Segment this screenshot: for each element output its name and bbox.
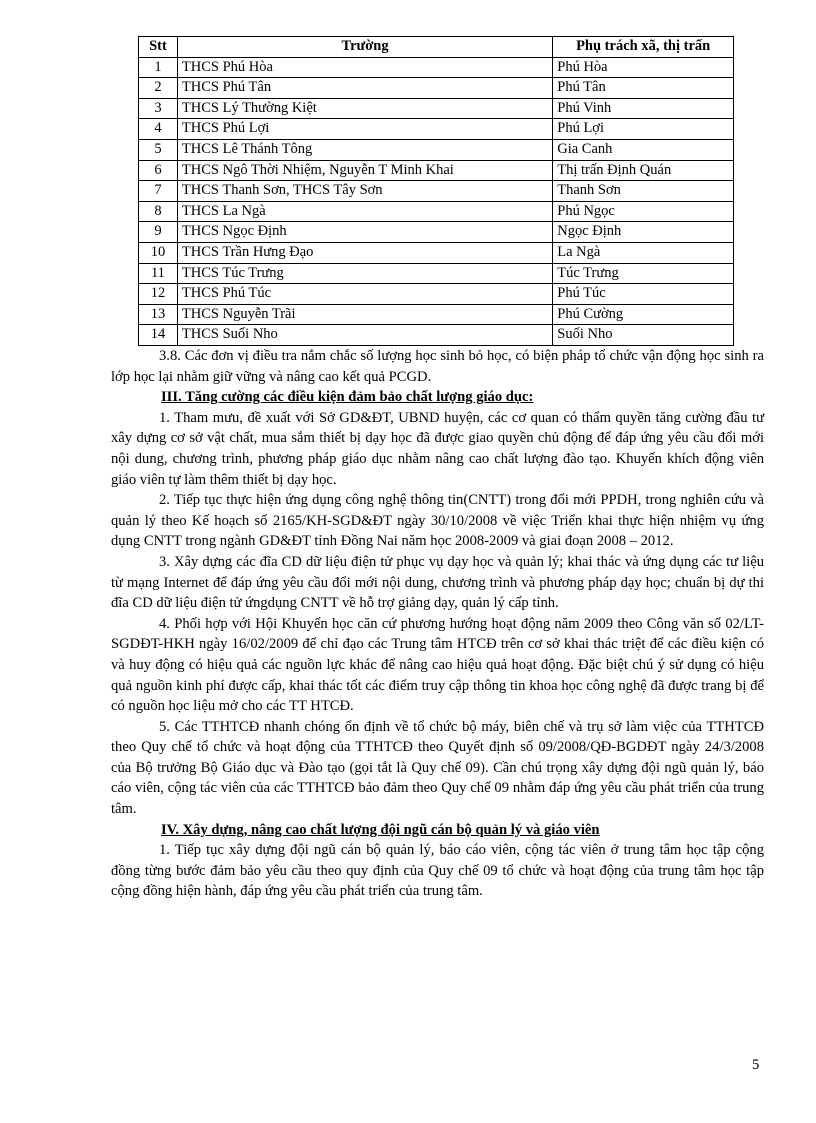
table-row	[139, 325, 734, 346]
cell-stt: 8	[139, 201, 178, 222]
cell-stt: 3	[139, 98, 178, 119]
table-row	[139, 139, 734, 160]
cell-phu-trach: Phú Lợi	[553, 119, 734, 140]
page-number: 5	[752, 1057, 760, 1073]
table-row	[139, 57, 734, 78]
cell-truong: THCS Lý Thường Kiệt	[177, 98, 552, 119]
cell-truong: THCS Phú Hòa	[177, 57, 552, 78]
cell-truong: THCS Phú Lợi	[177, 119, 552, 140]
cell-stt: 1	[139, 57, 178, 78]
cell-phu-trach: Gia Canh	[553, 139, 734, 160]
schools-table	[138, 36, 734, 346]
paragraph-iii-3: 3. Xây dựng các đĩa CD dữ liệu điện tử phục vụ dạy học và quản lý; khai thác và ứng dụng các tư liệu từ mạng Internet để đáp ứng yêu cầu đổi mới nội dung, chương trình và phương pháp dạy học; chuẩn bị dự thi đĩa CD dữ liệu điện tử ứngdụng CNTT về hỗ trợ giảng dạy, quản lý cấp tỉnh.	[111, 553, 764, 612]
cell-phu-trach: La Ngà	[553, 242, 734, 263]
cell-phu-trach: Phú Ngọc	[553, 201, 734, 222]
section-heading-iii-text: III. Tăng cường các điều kiện đảm bảo chất lượng giáo dục:	[161, 389, 534, 406]
cell-truong: THCS Ngô Thời Nhiệm, Nguyễn T Minh Khai	[177, 160, 552, 181]
cell-truong: THCS Nguyễn Trãi	[177, 304, 552, 325]
cell-truong: THCS Phú Tân	[177, 78, 552, 99]
table-row	[139, 160, 734, 181]
table-row	[139, 78, 734, 99]
cell-stt: 10	[139, 242, 178, 263]
cell-truong: THCS Phú Túc	[177, 284, 552, 305]
cell-stt: 12	[139, 284, 178, 305]
cell-phu-trach: Suối Nho	[553, 325, 734, 346]
cell-stt: 9	[139, 222, 178, 243]
header-phu-trach: Phụ trách xã, thị trấn	[553, 37, 734, 58]
table-row	[139, 284, 734, 305]
table-row	[139, 201, 734, 222]
cell-truong: THCS Túc Trưng	[177, 263, 552, 284]
paragraph-iv-1: 1. Tiếp tục xây dựng đội ngũ cán bộ quản lý, báo cáo viên, cộng tác viên ở trung tâm học tập cộng đồng từng bước đảm bảo yêu cầu theo quy định của Quy chế 09 tổ chức và hoạt động của trung tâm học tập cộng đồng hiện hành, đáp ứng yêu cầu phát triển của trung tâm.	[111, 842, 764, 900]
table-row	[139, 242, 734, 263]
cell-truong: THCS Trần Hưng Đạo	[177, 242, 552, 263]
table-row	[139, 119, 734, 140]
cell-phu-trach: Túc Trưng	[553, 263, 734, 284]
cell-phu-trach: Phú Vinh	[553, 98, 734, 119]
section-heading-iii	[111, 387, 764, 408]
document-body	[111, 346, 764, 902]
cell-phu-trach: Thị trấn Định Quán	[553, 160, 734, 181]
cell-stt: 6	[139, 160, 178, 181]
cell-stt: 2	[139, 78, 178, 99]
cell-stt: 5	[139, 139, 178, 160]
table-row	[139, 263, 734, 284]
paragraph-iii-5: 5. Các TTHTCĐ nhanh chóng ổn định về tổ chức bộ máy, biên chế và trụ sở làm việc của TTHTCĐ theo Quy chế tổ chức và hoạt động của TTHTCĐ theo Quyết định số 09/2008/QĐ-BGDĐT ngày 24/3/2008 của Bộ trưởng Bộ Giáo dục và Đào tạo (gọi tắt là Quy chế 09). Cần chú trọng xây dựng đội ngũ quản lý, báo cáo viên, cộng tác viên của các TTHTCĐ bảo đảm theo Quy chế 09 nhằm đáp ứng yêu cầu phát triển của trung tâm.	[111, 718, 764, 818]
table-row	[139, 304, 734, 325]
table-row	[139, 98, 734, 119]
cell-stt: 13	[139, 304, 178, 325]
table-row	[139, 222, 734, 243]
cell-truong: THCS Thanh Sơn, THCS Tây Sơn	[177, 181, 552, 202]
cell-truong: THCS Lê Thánh Tông	[177, 139, 552, 160]
table-row	[139, 181, 734, 202]
header-stt: Stt	[139, 37, 178, 58]
cell-stt: 7	[139, 181, 178, 202]
section-heading-iv-text: IV. Xây dựng, nâng cao chất lượng đội ngũ cán bộ quản lý và giáo viên	[161, 821, 600, 838]
cell-stt: 14	[139, 325, 178, 346]
cell-truong: THCS Ngọc Định	[177, 222, 552, 243]
cell-phu-trach: Thanh Sơn	[553, 181, 734, 202]
paragraph-iii-1: 1. Tham mưu, đề xuất với Sở GD&ĐT, UBND huyện, các cơ quan có thẩm quyền tăng cường đầu tư xây dựng cơ sở vật chất, mua sắm thiết bị dạy học đã được giao quyền chủ động để đáp ứng yêu cầu đổi mới nội dung, chương trình, phương pháp giáo dục nhằm nâng cao chất lượng đào tạo. Khuyến khích động viên giáo viên tự làm thêm thiết bị dạy học.	[111, 409, 764, 488]
cell-stt: 11	[139, 263, 178, 284]
cell-stt: 4	[139, 119, 178, 140]
cell-phu-trach: Ngọc Định	[553, 222, 734, 243]
cell-truong: THCS Suối Nho	[177, 325, 552, 346]
cell-truong: THCS La Ngà	[177, 201, 552, 222]
paragraph-iii-2: 2. Tiếp tục thực hiện ứng dụng công nghệ thông tin(CNTT) trong đổi mới PPDH, trong nghiên cứu và quản lý theo Kế hoạch số 2165/KH-SGD&ĐT ngày 30/10/2008 về việc Triển khai thực hiện nhiệm vụ ứng dụng CNTT trong ngành GD&ĐT tỉnh Đồng Nai năm học 2008-2009 và giai đoạn 2008 – 2012.	[111, 492, 764, 550]
paragraph-3-8: 3.8. Các đơn vị điều tra nắm chắc số lượng học sinh bỏ học, có biện pháp tổ chức vận động học sinh ra lớp học lại nhằm giữ vững và nâng cao kết quả PCGD.	[111, 348, 764, 385]
paragraph-iii-4: 4. Phối hợp với Hội Khuyến học căn cứ phương hướng hoạt động năm 2009 theo Công văn số 02/LT-SGDĐT-HKH ngày 16/02/2009 để chỉ đạo các Trung tâm HTCĐ trên cơ sở khai thác triệt để các điều kiện có và huy động có hiệu quả các nguồn lực khác để nâng cao hiệu quả hoạt động. Đặc biệt chú ý sử dụng có hiệu quả nguồn kinh phí được cấp, khai thác tốt các điểm truy cập thông tin khoa học công nghệ đã được trang bị để có nguồn học liệu mở cho các TT HTCĐ.	[111, 615, 764, 715]
cell-phu-trach: Phú Cường	[553, 304, 734, 325]
cell-phu-trach: Phú Tân	[553, 78, 734, 99]
header-truong: Trường	[177, 37, 552, 58]
section-heading-iv	[111, 820, 764, 841]
cell-phu-trach: Phú Túc	[553, 284, 734, 305]
cell-phu-trach: Phú Hòa	[553, 57, 734, 78]
table-header-row	[139, 37, 734, 58]
